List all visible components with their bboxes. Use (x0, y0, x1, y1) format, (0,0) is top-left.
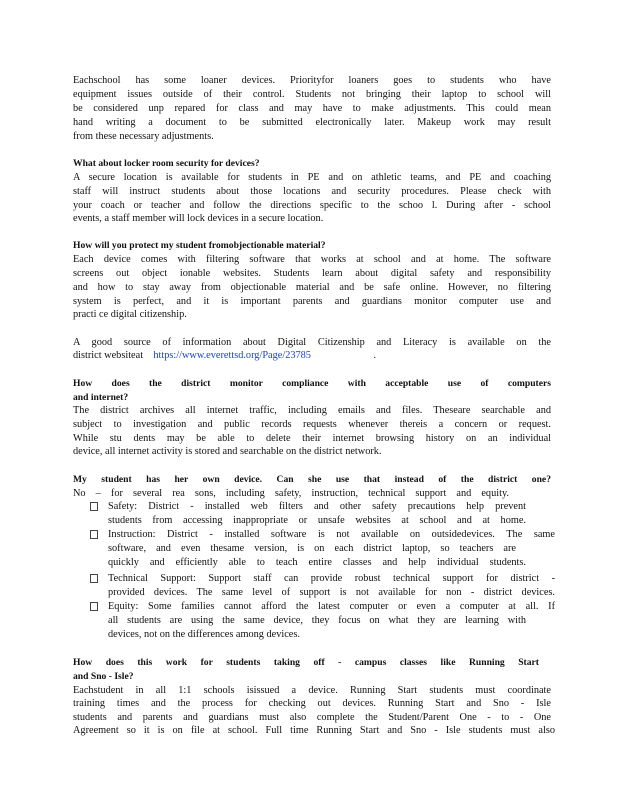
answer-line: your coach or teacher and follow the directions specific to the schoo l. During after - school (73, 200, 551, 211)
digital-citizenship-link[interactable]: https://www.everettsd.org/Page/23785 (153, 350, 311, 361)
bullet-line: students from accessing inappropriate or unsafe websites at school and at home. (108, 515, 526, 526)
question-heading-cont: and internet? (73, 392, 129, 403)
paragraph-line (73, 349, 551, 362)
answer-line: system is perfect, and it is important parents and guardians monitor computer use and (73, 296, 551, 307)
paragraph-line: be considered unp repared for class and may have to make adjustments. This could mean (73, 103, 551, 114)
paragraph-line: hand writing a document to be submitted electronically later. Makeup work may result (73, 117, 551, 128)
paragraph-line: Eachschool has some loaner devices. Priorityfor loaners goes to students who have (73, 75, 551, 86)
answer-line: While stu dents may be able to delete their internet browsing history on an individual (73, 433, 551, 444)
paragraph-line: A good source of information about Digital Citizenship and Literacy is available on the (73, 337, 551, 348)
question-heading: My student has her own device. Can she use that instead of the district one? (73, 474, 551, 485)
question-heading: How does this work for students taking off - campus classes like Running Start (73, 657, 539, 668)
answer-line: events, a staff member will lock devices in a secure location. (73, 213, 324, 224)
answer-line: A secure location is available for students in PE and on athletic teams, and PE and coaching (73, 172, 551, 183)
bullet-line: devices, not on the differences among devices. (108, 629, 300, 640)
answer-line: students and parents and guardians must also complete the Student/Parent One - to - One (73, 712, 551, 723)
bullet-line: provided devices. The same level of support is not available for non - district devices. (108, 587, 555, 598)
question-heading: How does the district monitor compliance with acceptable use of computers (73, 378, 551, 389)
bullet-line: Instruction: District - installed software is not available on outsidedevices. The same (108, 529, 555, 540)
bullet-line: all students are using the same device, they focus on what they are learning with (108, 615, 526, 626)
bullet-line: Safety: District - installed web filters and other safety precautions help prevent (108, 501, 526, 512)
link-suffix: . (373, 350, 377, 361)
bullet-line: quickly and efficiently able to teach entire classes and help individual students. (108, 557, 526, 568)
answer-line: Eachstudent in all 1:1 schools isissued a device. Running Start students must coordinate (73, 685, 551, 696)
answer-line: training times and the process for checking out devices. Running Start and Sno - Isle (73, 698, 551, 709)
question-heading: What about locker room security for devices? (73, 158, 260, 169)
answer-line: and how to stay away from objectionable material and be safe online. However, no filtering (73, 282, 551, 293)
answer-line: device, all internet activity is stored and searchable on the district network. (73, 446, 382, 457)
link-prefix: district websiteat (73, 350, 144, 361)
paragraph-line: from these necessary adjustments. (73, 131, 214, 142)
answer-line: staff will instruct students about those locations and security procedures. Please check with (73, 186, 551, 197)
bullet-box-icon (90, 574, 98, 583)
bullet-line: Equity: Some families cannot afford the latest computer or even a computer at all. If (108, 601, 555, 612)
question-heading-cont: and Sno - Isle? (73, 671, 134, 682)
answer-line: The district archives all internet traffic, including emails and files. Theseare searchable and (73, 405, 551, 416)
bullet-line: software, and even thesame version, is on each district laptop, so teachers are (108, 543, 516, 554)
answer-line: Each device comes with filtering software that works at school and at home. The software (73, 254, 551, 265)
answer-line: screens out object ionable websites. Students learn about digital safety and responsibility (73, 268, 551, 279)
answer-line: subject to investigation and public records requests whenever thereis a concern or request. (73, 419, 551, 430)
bullet-box-icon (90, 502, 98, 511)
bullet-box-icon (90, 602, 98, 611)
question-heading: How will you protect my student fromobjectionable material? (73, 240, 326, 251)
bullet-line: Technical Support: Support staff can provide robust technical support for district - (108, 573, 555, 584)
bullet-box-icon (90, 530, 98, 539)
answer-line: Agreement so it is on file at school. Full time Running Start and Sno - Isle students must also (73, 725, 555, 736)
paragraph-line: equipment issues outside of their control. Students not bringing their laptop to school will (73, 89, 551, 100)
answer-intro: No – for several rea sons, including safety, instruction, technical support and equity. (73, 488, 509, 499)
answer-line: practi ce digital citizenship. (73, 309, 187, 320)
